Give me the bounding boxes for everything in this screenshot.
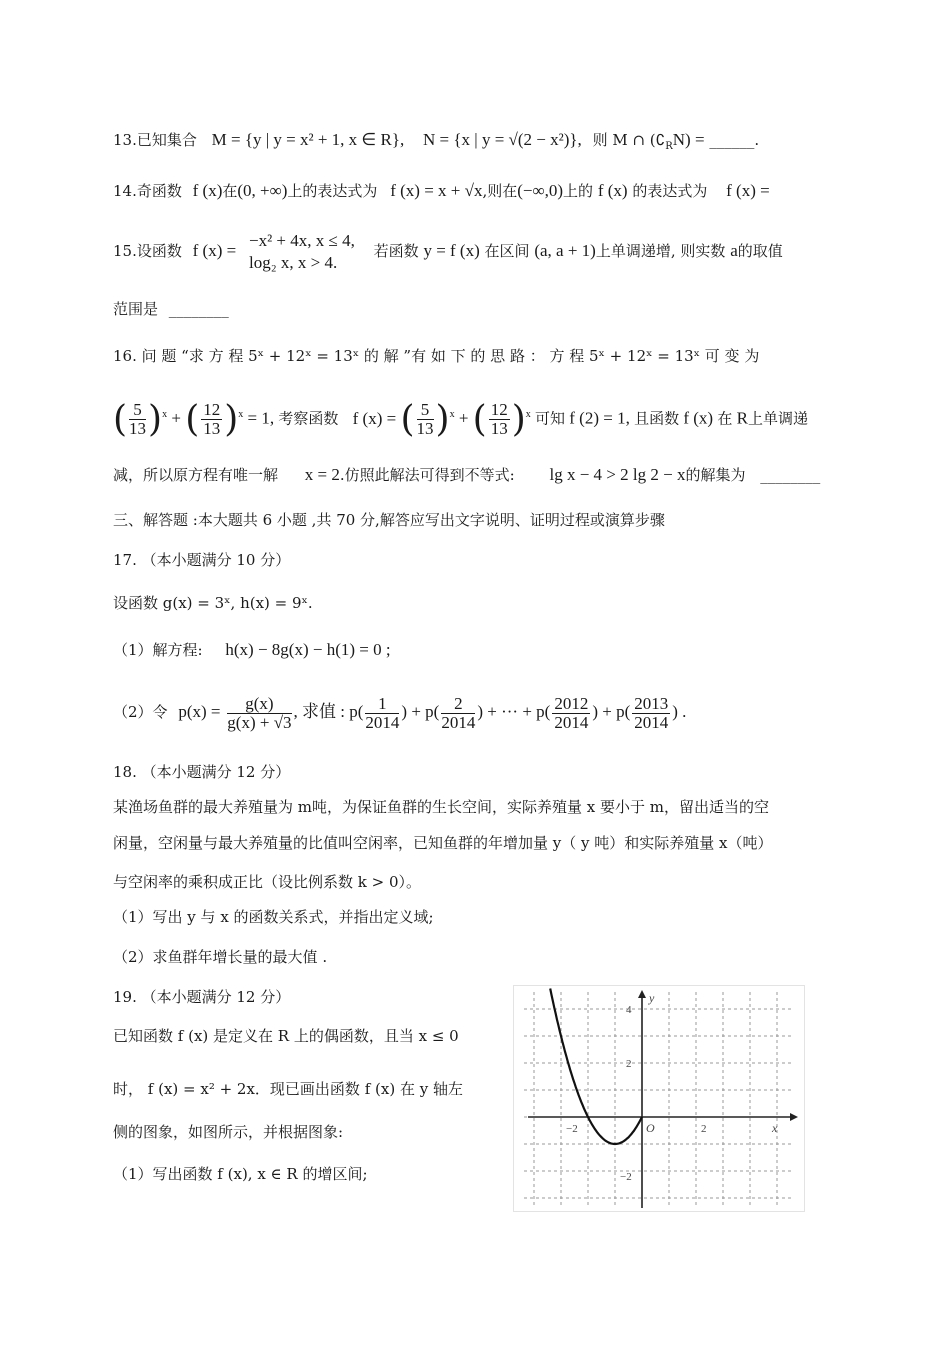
x-axis-arrow — [790, 1113, 798, 1121]
q16-blank: ________ — [760, 466, 821, 484]
q17-n2013: 2013 — [634, 693, 669, 713]
q17-d1: 2014 — [365, 712, 400, 732]
q17-frac-2012 — [552, 695, 590, 732]
q16-in: 在 — [717, 409, 733, 428]
q16-rparen-3: ) — [435, 398, 450, 440]
q15-interval-text: 在区间 — [484, 242, 530, 260]
q16-frac-den-13d: 13 — [490, 419, 508, 439]
q18-title-text: 18. （本小题满分 12 分） — [113, 763, 291, 781]
x-axis-label: x — [772, 1121, 778, 1135]
q17-p1 — [113, 640, 391, 660]
q17-frac-2 — [441, 695, 475, 732]
q16-know: 可知 — [535, 409, 566, 428]
q16-frac-num-12b: 12 — [490, 400, 508, 420]
q16-frac-12-13 — [201, 401, 222, 438]
q18-l1-text: 某渔场鱼群的最大养殖量为 m吨，为保证鱼群的生长空间，实际养殖量 x 要小于 m，留出适当的空 — [113, 798, 769, 816]
q17-p2-den: g(x) + √3 — [227, 712, 292, 732]
q18-title — [113, 762, 290, 782]
q16-ineq: lg x − 4 > 2 lg 2 − x — [549, 465, 686, 484]
q17-p2-ask: , 求值 : p( — [293, 702, 364, 721]
q14-f1: f (x) — [192, 181, 223, 200]
q17-n2012: 2012 — [554, 693, 589, 713]
q16-line3a: 减，所以原方程有唯一解 — [113, 466, 279, 484]
q19-l3-text: 侧的图象，如图所示，并根据图象: — [113, 1123, 344, 1141]
q17-d3: 2014 — [554, 712, 589, 732]
q17-d4: 2014 — [634, 712, 669, 732]
q18-l3 — [113, 872, 421, 892]
q17-plus-p-1: ) + p( — [401, 702, 440, 721]
q17-title-text: 17. （本小题满分 10 分） — [113, 551, 291, 569]
q16-x2: x = 2 — [304, 465, 340, 484]
q13-set-m: M = {y | y = x² + 1, x ∈ R}, — [211, 130, 405, 149]
q17-d2: 2014 — [441, 712, 476, 732]
q16-consider: 考察函数 — [278, 409, 339, 428]
q14-f3: f (x) — [597, 181, 628, 200]
q19-l3 — [113, 1122, 343, 1142]
section3-text: 三、解答题 :本大题共 6 小题 ,共 70 分,解答应写出文字说明、证明过程或演算步骤 — [113, 511, 665, 529]
q16-exp-3: x — [449, 409, 455, 420]
q15-mono: 上单调递增, 则实数 — [595, 242, 726, 260]
graph-svg — [514, 986, 804, 1211]
q15-line2 — [113, 299, 229, 319]
q14-f2: f (x) = x + √x — [390, 181, 483, 200]
q16-frac-num-12: 12 — [203, 400, 221, 420]
q17-n2: 2 — [441, 695, 475, 714]
q15-piecewise — [243, 230, 355, 274]
q19-title — [113, 987, 290, 1007]
origin-label: O — [646, 1121, 655, 1135]
q18-l3-text: 与空闲率的乘积成正比（设比例系数 k > 0）。 — [113, 873, 422, 891]
q18-p2-text: （2）求鱼群年增长量的最大值 . — [113, 948, 328, 966]
q16-lparen-1: ( — [113, 398, 128, 440]
q16-frac-num-5: 5 — [129, 401, 146, 420]
q14-line — [113, 181, 770, 201]
q14-f4: f (x) = — [726, 181, 770, 200]
q16-frac-5-13-b — [417, 401, 434, 438]
q16-frac-5-13 — [129, 401, 146, 438]
y-axis-arrow — [638, 990, 646, 998]
q19-p1-text: （1）写出函数 f (x), x ∈ R 的增区间; — [113, 1165, 368, 1183]
q17-p2-num: g(x) — [227, 695, 291, 714]
q14-int2: (−∞,0) — [517, 181, 564, 200]
q15-case1: −x² + 4x, x ≤ 4, — [249, 231, 355, 250]
q15-cond: 若函数 — [373, 242, 419, 260]
q16-frac-12-13-b — [489, 401, 510, 438]
q16-lparen-4: ( — [472, 398, 487, 440]
graph-grid — [524, 992, 794, 1206]
q18-l1 — [113, 797, 769, 817]
q18-l2 — [113, 833, 772, 853]
q16-lparen-3: ( — [400, 398, 415, 440]
q18-p2 — [113, 947, 327, 967]
q14-expr-text: 上的表达式为 — [287, 182, 378, 200]
q13-prefix: 13.已知集合 — [113, 131, 197, 149]
q18-l2-text: 闲量，空闲量与最大养殖量的比值叫空闲率，已知鱼群的年增加量 y（ y 吨）和实际养殖量 x（吨） — [113, 834, 773, 852]
q16-exp-2: x — [238, 409, 244, 420]
q15-a: a — [730, 241, 738, 260]
q14-then: ,则在 — [482, 182, 518, 200]
q16-rparen-4: ) — [511, 398, 526, 440]
q17-frac-1 — [365, 695, 399, 732]
q14-expr2: 上的 — [563, 182, 594, 200]
q15-prefix: 15.设函数 — [113, 242, 182, 260]
q16-line3b: .仿照此解法可得到不等式: — [339, 466, 515, 484]
q17-plus-p-2: ) + p( — [592, 702, 631, 721]
q17-given-text: 设函数 g(x) = 3ˣ, h(x) = 9ˣ. — [113, 594, 313, 612]
q17-frac-2013 — [632, 695, 670, 732]
q13-line — [113, 130, 759, 157]
q16-line3c: 的解集为 — [685, 466, 746, 484]
q15-line2-text: 范围是 — [113, 300, 159, 318]
x-tick-neg2: −2 — [566, 1123, 578, 1135]
q18-p1-text: （1）写出 y 与 x 的函数关系式，并指出定义域; — [113, 908, 434, 926]
q19-l1 — [113, 1026, 459, 1046]
q17-p1-eq: h(x) − 8g(x) − h(1) = 0 ; — [225, 640, 391, 659]
q16-rparen-2: ) — [224, 398, 239, 440]
section3-heading — [113, 510, 665, 530]
y-tick-neg2: −2 — [620, 1171, 632, 1183]
q14-expr3: 的表达式为 — [632, 182, 708, 200]
q15-case2: log₂ x, x > 4. — [249, 253, 338, 272]
q17-p2-label: （2）令 — [113, 703, 168, 721]
q15-range: 的取值 — [737, 242, 783, 260]
q17-dots: ) + ··· + p( — [477, 702, 551, 721]
q13-sub: R — [665, 141, 673, 152]
q16-frac-den-13: 13 — [129, 419, 147, 439]
q19-p1 — [113, 1164, 368, 1184]
q16-frac-den-13b: 13 — [203, 419, 221, 439]
q14-int1: (0, +∞) — [237, 181, 288, 200]
q17-p2-px: p(x) = — [178, 702, 221, 721]
q19-l1-text: 已知函数 f (x) 是定义在 R 上的偶函数，且当 x ≤ 0 — [113, 1027, 459, 1045]
q15-line — [113, 228, 783, 274]
q16-fx: f (x) = — [352, 408, 397, 428]
q16-line3 — [113, 465, 820, 485]
y-tick-4: 4 — [626, 1004, 632, 1016]
q16-frac-den-13c: 13 — [416, 419, 434, 439]
q16-eq1: = 1, — [247, 408, 275, 428]
q17-end: ) . — [672, 702, 687, 721]
q15-blank: ________ — [168, 300, 229, 318]
q14-on: 在 — [222, 182, 238, 200]
q13-blank: ______. — [709, 131, 760, 149]
q16-frac-num-5b: 5 — [417, 401, 434, 420]
q15-interval: (a, a + 1) — [534, 241, 596, 260]
q16-dec: 上单调递 — [747, 409, 808, 428]
q17-p1-label: （1）解方程: — [113, 641, 203, 659]
q15-y: y = f (x) — [423, 241, 480, 260]
q16-fx2: f (x) — [683, 408, 714, 428]
q16-line1 — [113, 346, 759, 366]
q17-p2-frac — [227, 695, 291, 732]
q16-lparen-2: ( — [185, 398, 200, 440]
function-graph-figure — [513, 985, 805, 1212]
q16-R: R — [736, 408, 748, 428]
q16-exp-1: x — [162, 409, 168, 420]
q13-end: N) = — [672, 130, 705, 149]
y-axis-label: y — [649, 991, 655, 1005]
q17-title — [113, 550, 290, 570]
q19-title-text: 19. （本小题满分 12 分） — [113, 988, 291, 1006]
q18-p1 — [113, 907, 434, 927]
q17-n1: 1 — [365, 695, 399, 714]
q17-p2 — [113, 688, 686, 736]
x-tick-2: 2 — [701, 1123, 707, 1135]
q16-and: 且函数 — [634, 409, 680, 428]
q16-exp-4: x — [525, 409, 531, 420]
y-tick-2: 2 — [626, 1058, 632, 1070]
q14-prefix: 14.奇函数 — [113, 182, 182, 200]
q13-set-n: N = {x | y = √(2 − x²)}, — [423, 130, 582, 149]
q19-l2 — [113, 1079, 463, 1099]
q15-f: f (x) = — [192, 241, 237, 260]
q16-f2: f (2) = 1, — [569, 408, 630, 428]
q13-then: 则 M ∩ (∁ — [592, 131, 666, 149]
q17-given — [113, 593, 313, 613]
q19-l2-text: 时， f (x) = x² + 2x．现已画出函数 f (x) 在 y 轴左 — [113, 1080, 463, 1098]
q16-rparen-1: ) — [148, 398, 163, 440]
q16-line2: ( $\frac{5}{13}$ )$^x$ + ( $\frac{12}{13}$ )$^x$ = 1, 考察函数 f (x) = ( $\frac{5}{13}$ )$^x$ + ( $\frac{12}{13}$ )$^x$ 可知 f (2) = 1, 且函数 f (x) 在 R上单调递 — [113, 398, 808, 440]
q16-line1-text: 16. 问 题 “求 方 程 5ˣ + 12ˣ = 13ˣ 的 解 ”有 如 下 的 思 路 ： 方 程 5ˣ + 12ˣ = 13ˣ 可 变 为 — [113, 347, 760, 365]
